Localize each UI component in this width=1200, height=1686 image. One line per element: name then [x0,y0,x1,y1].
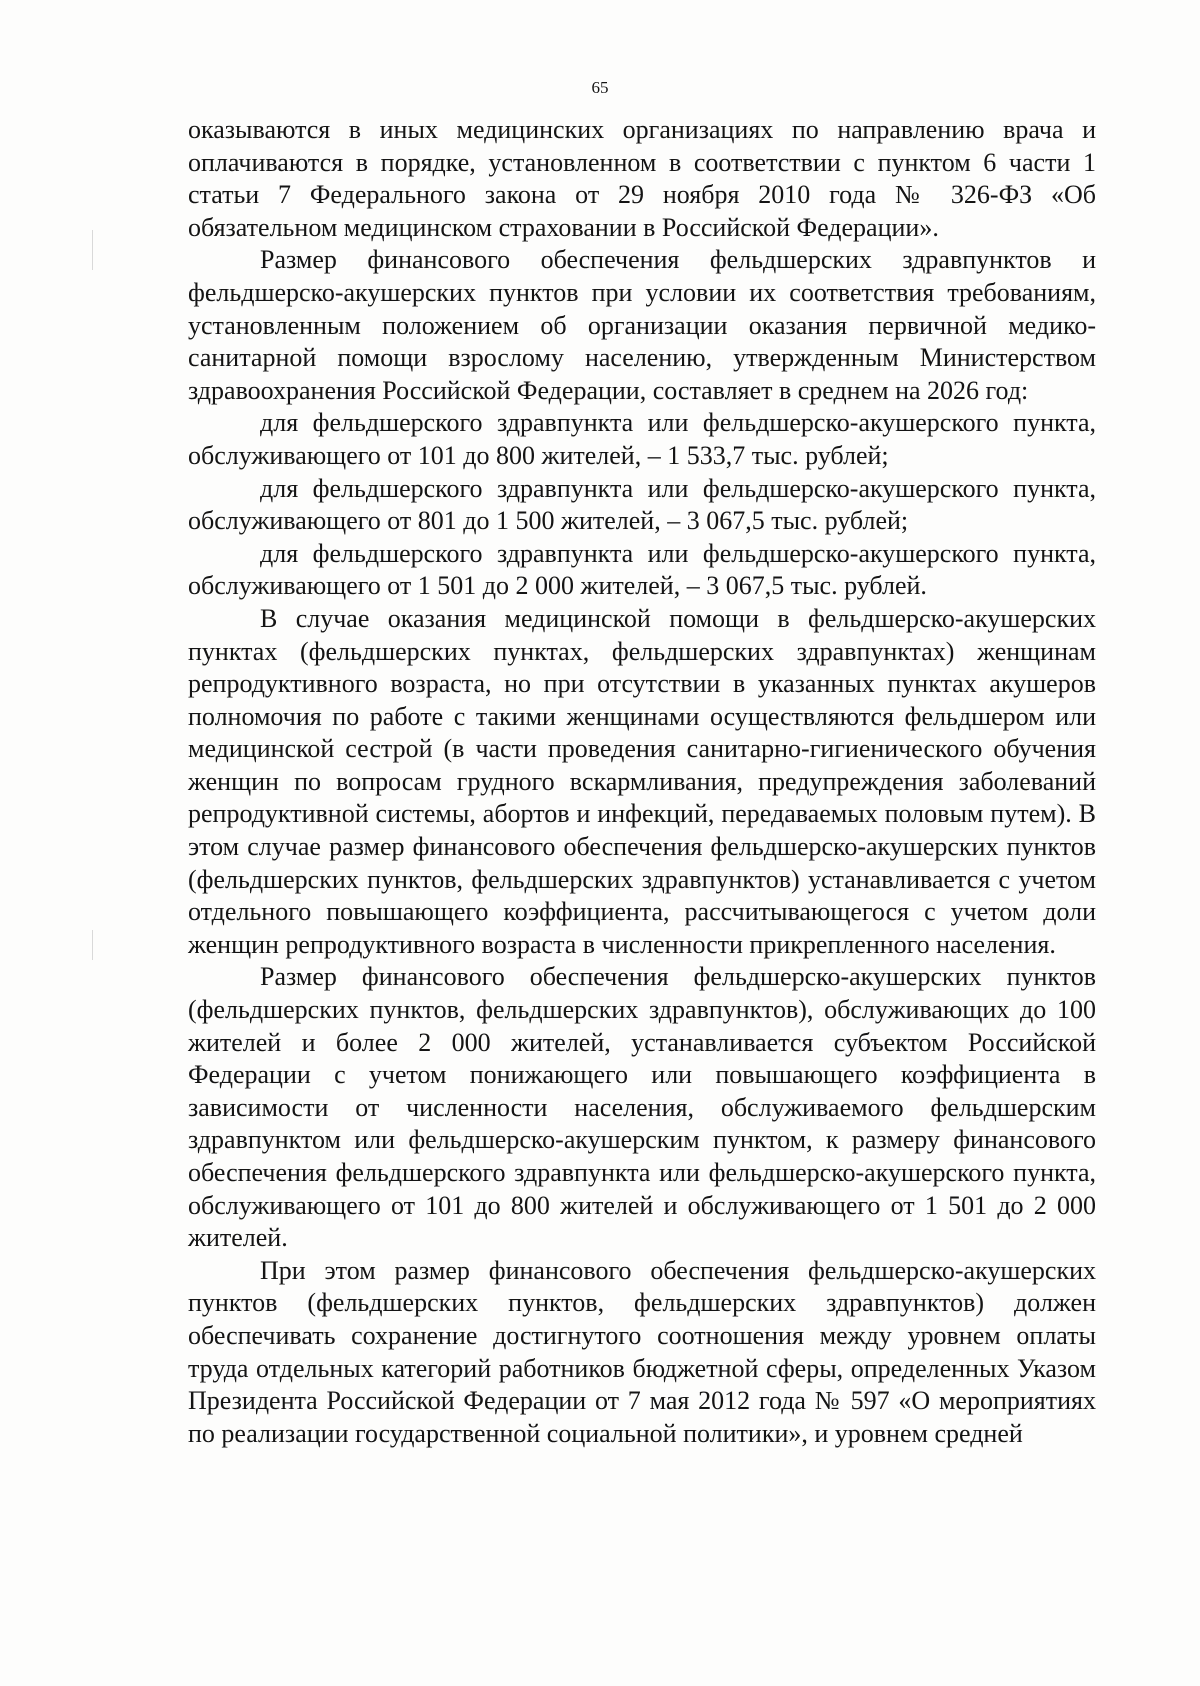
paragraph: для фельдшерского здравпункта или фельдшерско-акушерского пункта, обслуживающего от 801 до 1 500 жителей, – 3 067,5 тыс. рублей; [188,473,1096,536]
paragraph: Размер финансового обеспечения фельдшерских здравпунктов и фельдшерско-акушерских пунктов при условии их соответствия требованиям, установленным положением об организации оказания первичной медико-санитарной помощи взрослому населению, утвержденным Министерством здравоохранения Российской Федерации, составляет в среднем на 2026 год: [188,245,1096,405]
paragraph: оказываются в иных медицинских организациях по направлению врача и оплачиваются в порядке, установленном в соответствии с пунктом 6 части 1 статьи 7 Федерального закона от 29 ноября 2010 года № 326-ФЗ «Об обязательном медицинском страховании в Российской Федерации». [188,115,1096,242]
paragraph: для фельдшерского здравпункта или фельдшерско-акушерского пункта, обслуживающего от 101 до 800 жителей, – 1 533,7 тыс. рублей; [188,408,1096,470]
page-number: 65 [591,78,609,97]
document-body [188,114,1096,1450]
paragraph: для фельдшерского здравпункта или фельдшерско-акушерского пункта, обслуживающего от 1 501 до 2 000 жителей, – 3 067,5 тыс. рублей. [188,538,1096,601]
paragraph: Размер финансового обеспечения фельдшерско-акушерских пунктов (фельдшерских пунктов, фельдшерских здравпунктов), обслуживающих до 100 жителей и более 2 000 жителей, устанавливается субъектом Российской Федерации с учетом понижающего или повышающего коэффициента в зависимости от численности населения, обслуживаемого фельдшерским здравпунктом или фельдшерско-акушерским пунктом, к размеру финансового обеспечения фельдшерского здравпункта или фельдшерско-акушерского пункта, обслуживающего от 101 до 800 жителей и обслуживающего от 1 501 до 2 000 жителей. [188,962,1096,1253]
scan-artifact-line [92,230,93,270]
scan-artifact-line [92,930,93,960]
paragraph: При этом размер финансового обеспечения фельдшерско-акушерских пунктов (фельдшерских пунктов, фельдшерских здравпунктов) должен обеспечивать сохранение достигнутого соотношения между уровнем оплаты труда отдельных категорий работников бюджетной сферы, определенных Указом Президента Российской Федерации от 7 мая 2012 года № 597 «О мероприятиях по реализации государственной социальной политики», и уровнем средней [188,1255,1096,1448]
paragraph: В случае оказания медицинской помощи в фельдшерско-акушерских пунктах (фельдшерских пунктах, фельдшерских здравпунктах) женщинам репродуктивного возраста, но при отсутствии в указанных пунктах акушеров полномочия по работе с такими женщинами осуществляются фельдшером или медицинской сестрой (в части проведения санитарно-гигиенического обучения женщин по вопросам грудного вскармливания, предупреждения заболеваний репродуктивной системы, абортов и инфекций, передаваемых половым путем). В этом случае размер финансового обеспечения фельдшерско-акушерских пунктов (фельдшерских пунктов, фельдшерских здравпунктов) устанавливается с учетом отдельного повышающего коэффициента, рассчитывающегося с учетом доли женщин репродуктивного возраста в численности прикрепленного населения. [188,603,1096,959]
